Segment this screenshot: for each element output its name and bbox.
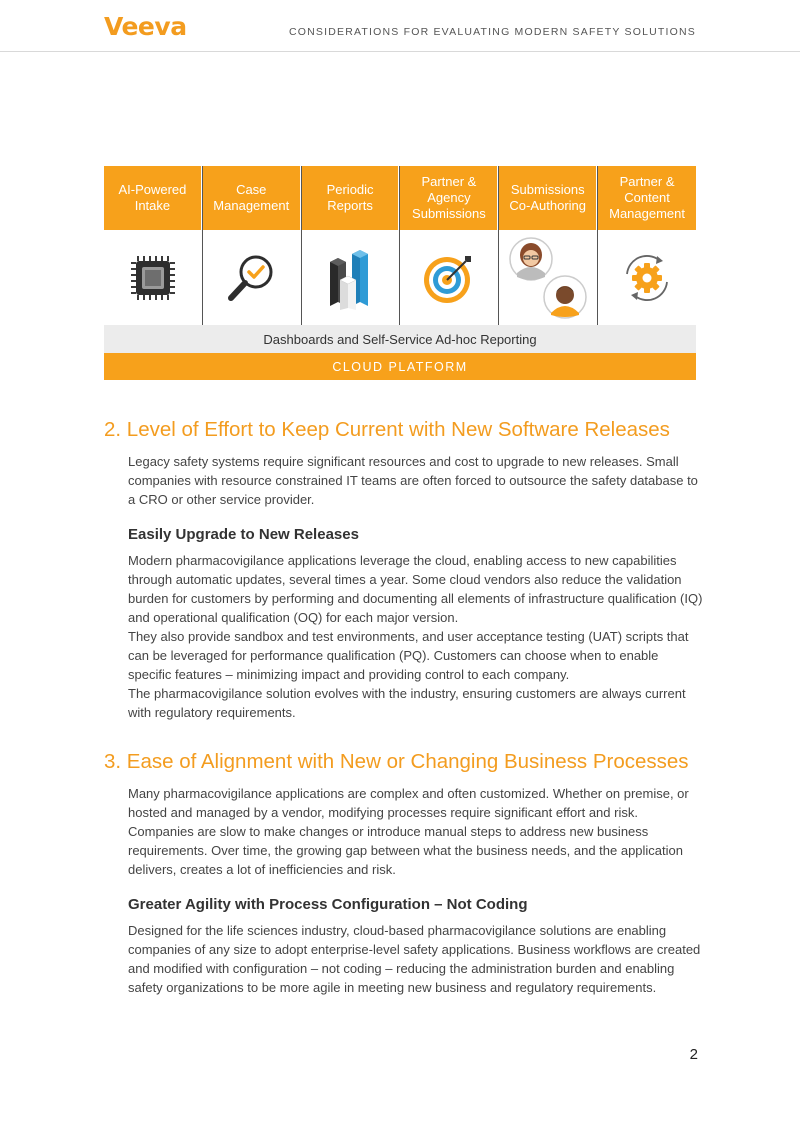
section-2-body-paragraph: Modern pharmacovigilance applications leverage the cloud, enabling access to new capabilities through automatic updates, several times a year. Some cloud vendors also reduce the validation burden for customers by performing and documenting all elements of infrastructure qualification (IQ) and operational qualification (OQ) for each major version. [128,553,703,625]
target-icon [400,230,498,325]
column-label: Submissions Co-Authoring [499,166,597,230]
column-partner-agency [400,166,499,325]
section-2-heading: 2. Level of Effort to Keep Current with New Software Releases [104,418,670,441]
section-3-body: Designed for the life sciences industry, cloud-based pharmacovigilance solutions are enabling companies of any size to adopt enterprise-level safety applications. Business workflows are created and modified with configuration – not coding – reducing the administration burden and enabling safety organizations to be more agile in meeting new business and regulatory requirements. [128,923,701,995]
column-periodic-reports [302,166,401,325]
section-2-body-paragraph: The pharmacovigilance solution evolves with the industry, ensuring customers are always current with regulatory requirements. [128,686,686,720]
section-3-heading: 3. Ease of Alignment with New or Changing Business Processes [104,750,689,773]
document-title: CONSIDERATIONS FOR EVALUATING MODERN SAFETY SOLUTIONS [288,26,696,38]
section-2-body-paragraph: They also provide sandbox and test environments, and user acceptance testing (UAT) scripts that can be leveraged for performance qualification (PQ). Customers can choose when to enable specific features – minimizing impact and providing control to each company. [128,629,689,682]
section-2-intro: Legacy safety systems require significant resources and cost to upgrade to new releases. Small companies with resource constrained IT teams are often forced to outsource the safety database to a CRO or other service provider. [128,454,698,507]
column-content-management [598,166,696,325]
page-header [0,0,800,52]
veeva-logo [104,12,187,40]
section-3-intro: Many pharmacovigilance applications are complex and often customized. Whether on premise, or hosted and managed by a vendor, modifying processes require significant effort and risk. Companies are slow to make changes or introduce manual steps to address new business requirements. Over time, the growing gap between what the business needs, and the application delivers, creates a lot of inefficiencies and risk. [128,786,689,877]
magnifier-check-icon [203,230,301,325]
page-number: 2 [689,1046,698,1063]
column-co-authoring [499,166,598,325]
chip-icon [104,230,202,325]
people-avatars-icon [499,230,597,325]
section-2 [104,416,704,722]
cloud-platform-bar: CLOUD PLATFORM [104,353,696,380]
column-case-management [203,166,302,325]
section-2-subheading: Easily Upgrade to New Releases [128,526,359,543]
column-ai-intake [104,166,203,325]
solution-diagram [104,166,696,380]
column-label: AI-Powered Intake [104,166,202,230]
logo-text: Veeva [104,11,187,41]
section-3 [104,748,704,997]
dashboards-bar: Dashboards and Self-Service Ad-hoc Reporting [104,325,696,353]
bar-chart-icon [302,230,400,325]
gear-cycle-icon [598,230,696,325]
column-label: Partner & Content Management [598,166,696,230]
diagram-columns [104,166,696,325]
main-content [104,416,704,997]
column-label: Periodic Reports [302,166,400,230]
section-3-subheading: Greater Agility with Process Configuration – Not Coding [128,896,528,913]
column-label: Case Management [203,166,301,230]
column-label: Partner & Agency Submissions [400,166,498,230]
